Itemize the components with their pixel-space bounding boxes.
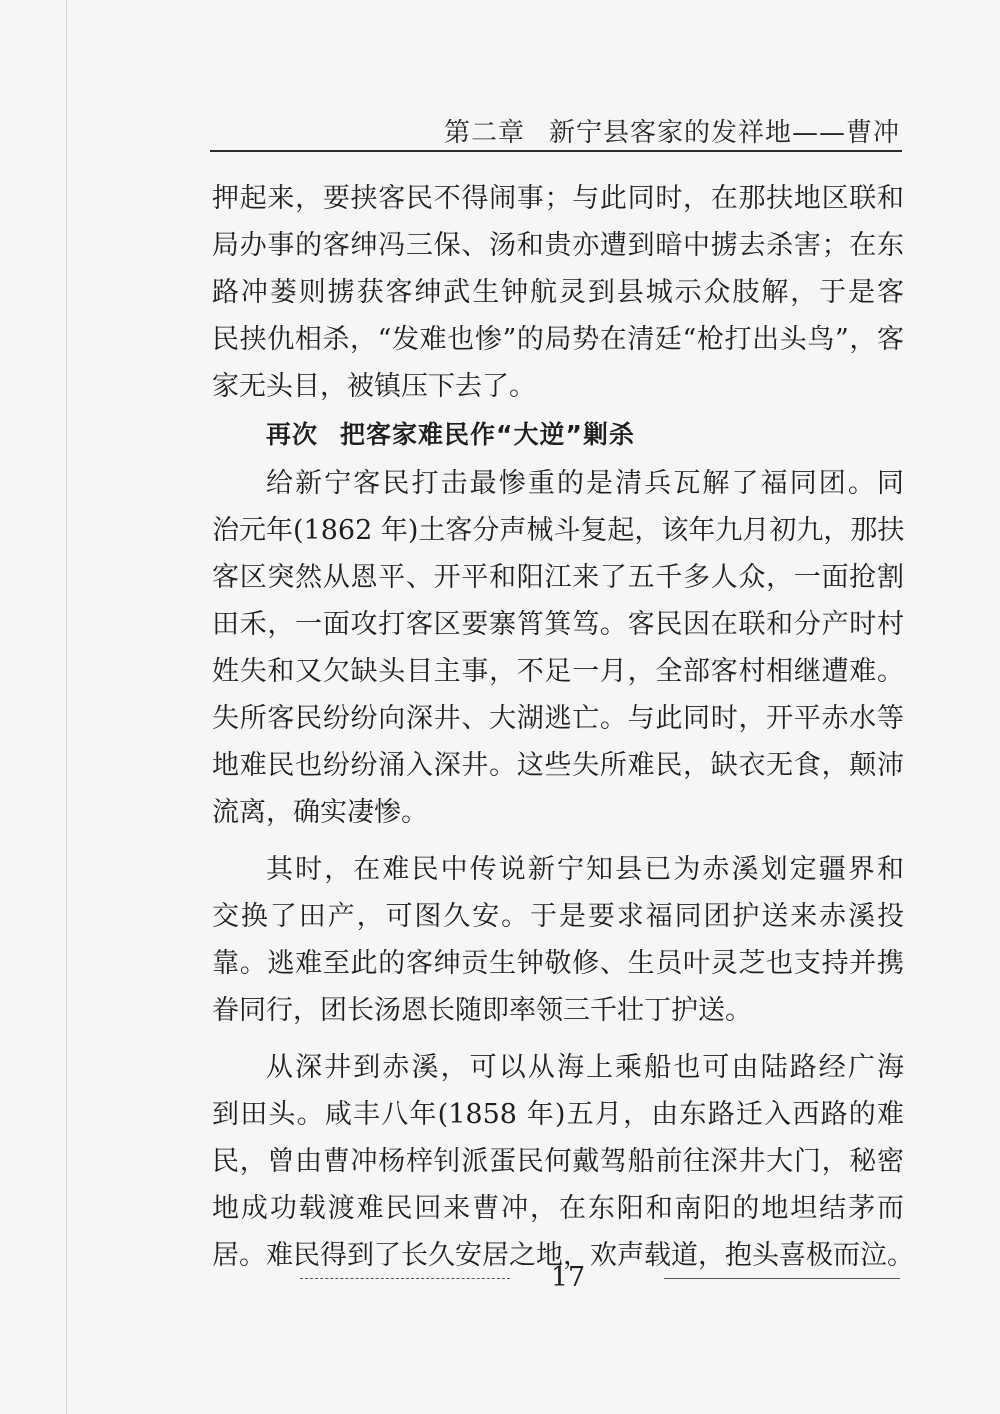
text-line: 地难民也纷纷涌入深井。这些失所难民，缺衣无食，颠沛 — [212, 750, 904, 781]
text-line: 押起来，要挟客民不得闹事；与此同时，在那扶地区联和 — [212, 183, 904, 214]
running-header — [444, 112, 900, 149]
section-heading-label: 再次 — [266, 420, 319, 449]
text-line: 流离，确实凄惨。 — [212, 797, 428, 828]
page-edge-line — [66, 0, 67, 1414]
section-heading-text: 把客家难民作“大逆”剿杀 — [340, 420, 635, 449]
text-line: 给新宁客民打击最惨重的是清兵瓦解了福同团。同 — [266, 468, 904, 499]
text-line: 客区突然从恩平、开平和阳江来了五千多人众，一面抢割 — [212, 562, 904, 593]
chapter-number: 第二章 — [443, 118, 525, 148]
text-line: 失所客民纷纷向深井、大湖逃亡。与此同时，开平赤水等 — [212, 703, 904, 734]
paragraph — [212, 460, 904, 836]
text-line: 治元年(1862 年)土客分声械斗复起，该年九月初九，那扶 — [212, 515, 905, 546]
text-line: 田禾，一面攻打客区要寨筲箕笃。客民因在联和分产时村 — [212, 609, 904, 640]
page-number: 17 — [550, 1262, 586, 1293]
paragraph — [212, 846, 904, 1034]
chapter-title: 新宁县客家的发祥地——曹冲 — [548, 118, 900, 148]
text-line: 家无头目，被镇压下去了。 — [212, 371, 536, 402]
text-line: 民挟仇相杀，“发难也惨”的局势在清廷“枪打出头鸟”，客 — [212, 324, 904, 355]
section-heading — [212, 410, 904, 460]
text-line: 从深井到赤溪，可以从海上乘船也可由陆路经广海 — [266, 1052, 904, 1083]
text-line: 民，曾由曹冲杨梓钊派蛋民何戴驾船前往深井大门，秘密 — [212, 1146, 904, 1177]
text-line: 交换了田产，可图久安。于是要求福同团护送来赤溪投 — [212, 901, 904, 932]
text-line: 靠。逃难至此的客绅贡生钟敬修、生员叶灵芝也支持并携 — [212, 948, 904, 979]
header-rule — [210, 150, 902, 152]
text-line: 地成功载渡难民回来曹冲，在东阳和南阳的地坦结茅而 — [212, 1193, 904, 1224]
text-line: 姓失和又欠缺头目主事，不足一月，全部客村相继遭难。 — [212, 656, 904, 687]
page-footer — [300, 1262, 900, 1292]
paragraph — [212, 175, 904, 410]
body-text — [212, 175, 914, 1279]
footer-rule-left — [300, 1278, 510, 1279]
text-line: 路冲蒌则掳获客绅武生钟航灵到县城示众肢解，于是客 — [212, 277, 904, 308]
text-line: 眷同行，团长汤恩长随即率领三千壮丁护送。 — [212, 995, 752, 1026]
text-line: 其时，在难民中传说新宁知县已为赤溪划定疆界和 — [266, 854, 904, 885]
text-line: 到田头。咸丰八年(1858 年)五月，由东路迁入西路的难 — [212, 1099, 904, 1130]
text-line: 居。难民得到了长久安居之地，欢声载道，抱头喜极而泣。 — [212, 1240, 914, 1271]
text-line: 局办事的客绅冯三保、汤和贵亦遭到暗中掳去杀害；在东 — [212, 230, 904, 261]
paragraph — [212, 1044, 914, 1279]
footer-rule-right — [664, 1278, 900, 1279]
